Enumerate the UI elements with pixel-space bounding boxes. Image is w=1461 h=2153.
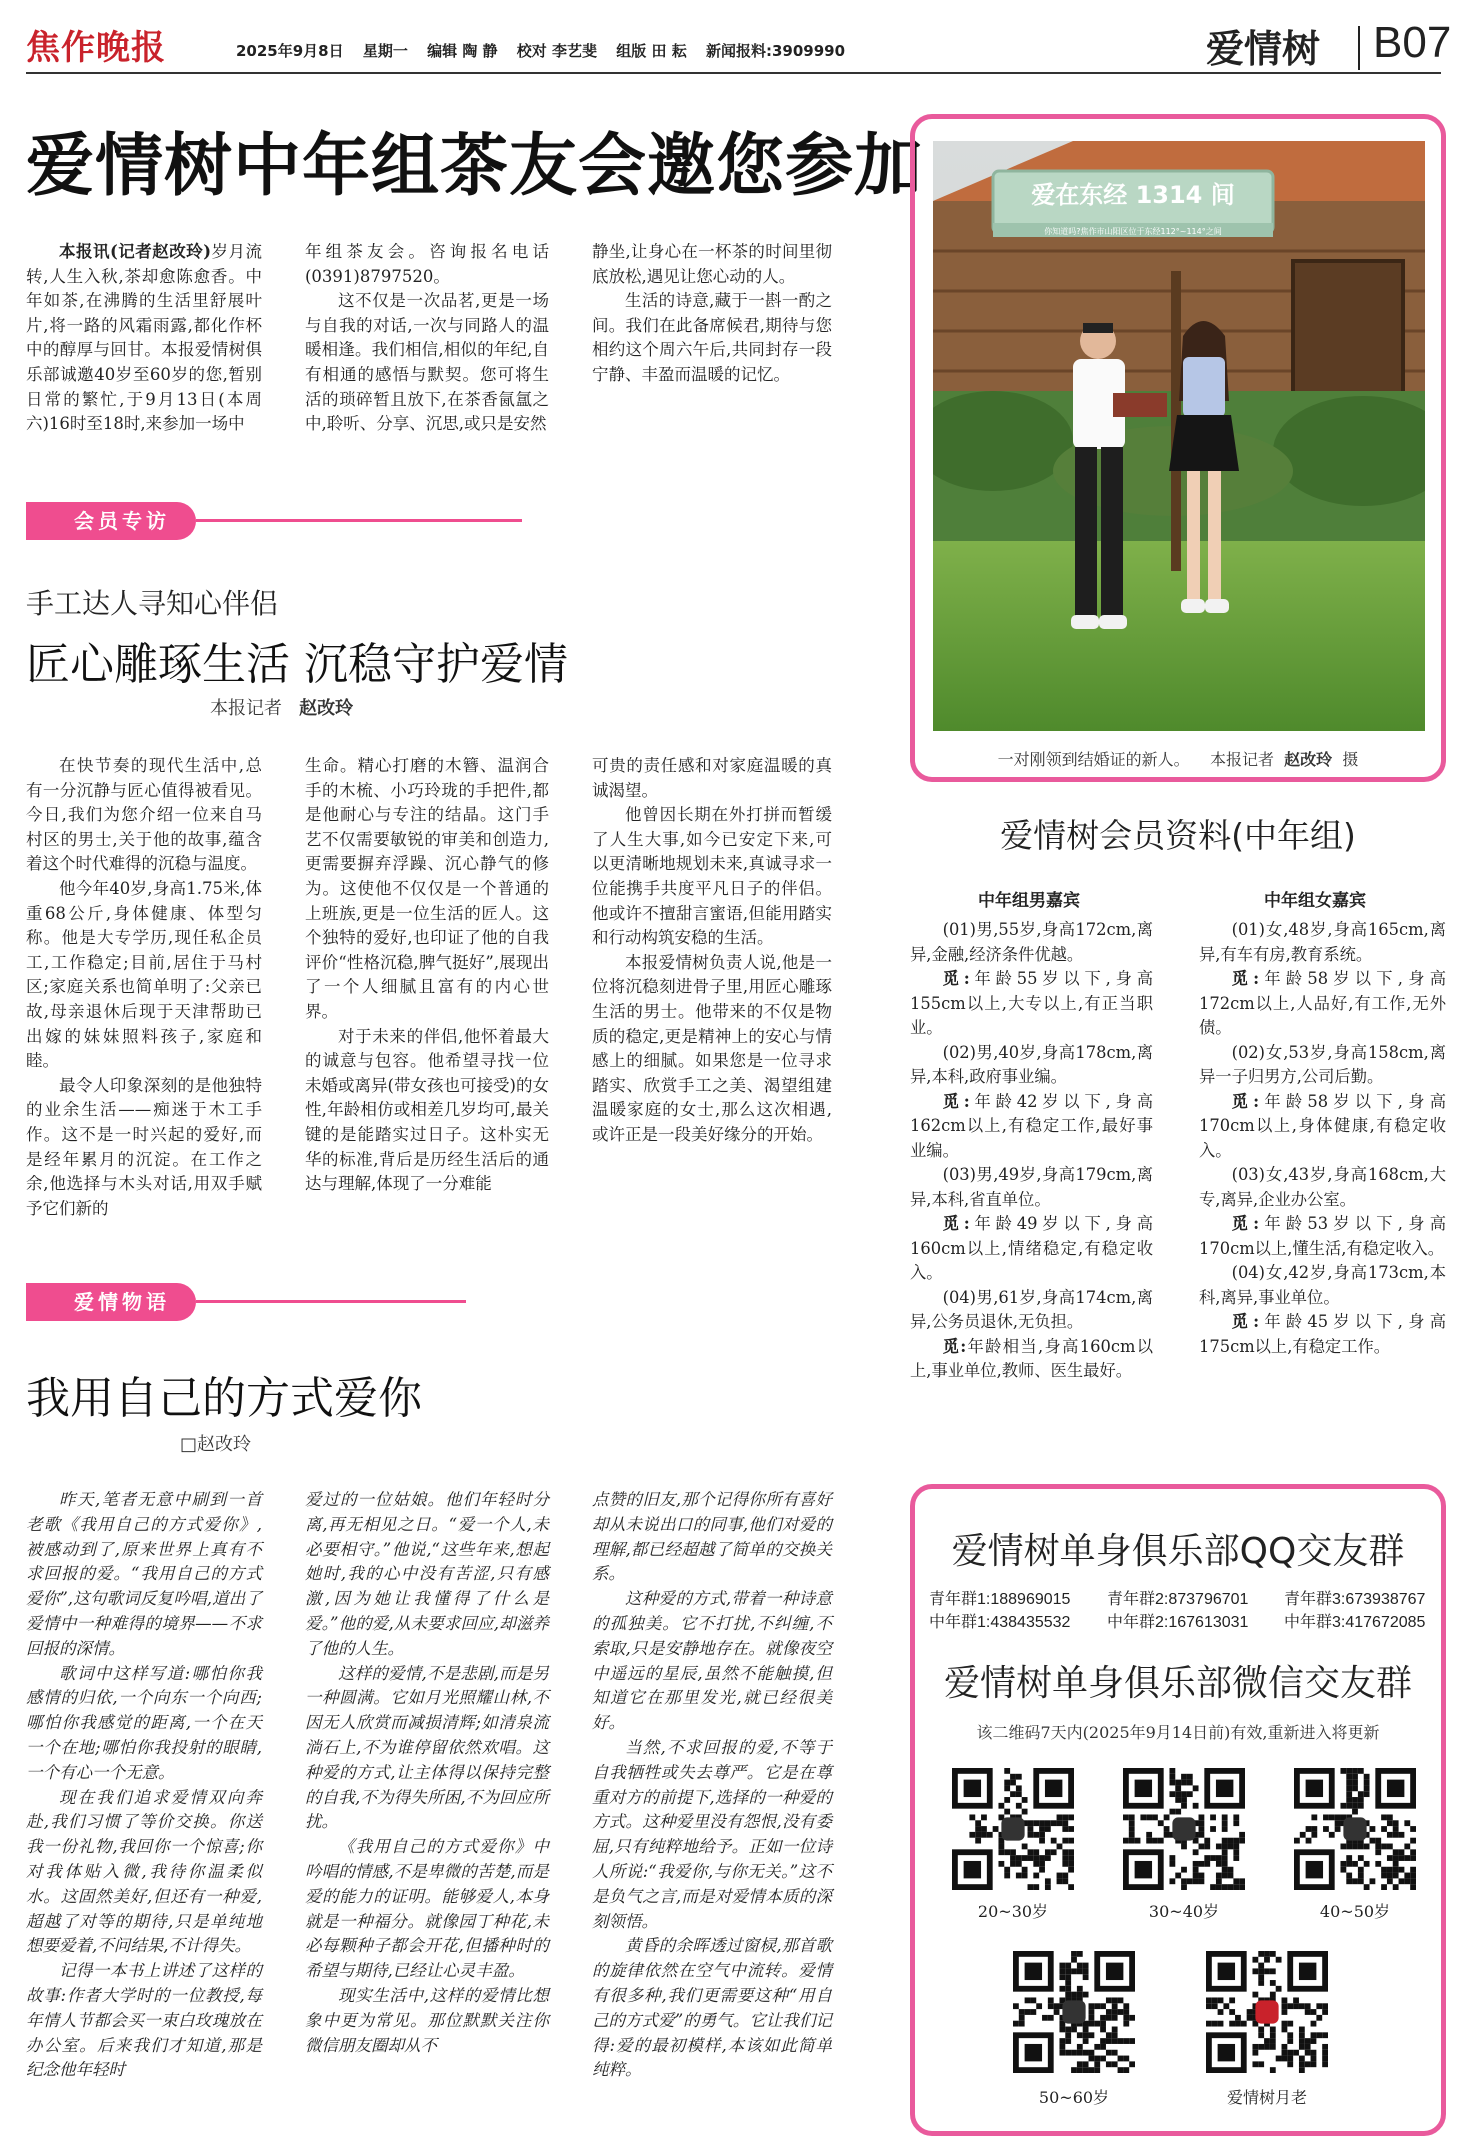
story2-paragraph: 他今年40岁,身高1.75米,体重68公斤,身体健康、体型匀称。他是大专学历,现任私企员工,工作稳定;目前,居住于马村区;家庭关系也简单明了:父亲已故,母亲退休后现于天津帮助已出嫁的妹妹照料孩子,家庭和睦。 [26, 878, 262, 1071]
couple-photo [933, 141, 1425, 731]
caption-text: 一对刚领到结婚证的新人。 [997, 750, 1190, 769]
qq-group-id[interactable]: 中年群3:417672085 [1284, 1614, 1426, 1631]
qq-group-id[interactable]: 青年群2:873796701 [1107, 1591, 1249, 1608]
story3-paragraph: 点赞的旧友,那个记得你所有喜好却从未说出口的同事,他们对爱的理解,都已经超越了简单的交换关系。 [592, 1490, 832, 1584]
qq-group-id[interactable]: 中年群1:438435532 [929, 1614, 1071, 1631]
qr-code-icon[interactable] [1206, 1951, 1328, 2073]
male-guests-heading: 中年组男嘉宾 [978, 891, 1080, 911]
qr-label: 40~50岁 [1319, 1902, 1391, 1921]
story1-column-3 [592, 240, 832, 388]
tag-rule [196, 1300, 466, 1303]
story3-paragraph: 这样的爱情,不是悲剧,而是另一种圆满。它如月光照耀山林,不因无人欣赏而减损清辉;如清泉流淌石上,不为谁停留依然欢唱。这种爱的方式,让主体得以保持完整的自我,不为得失所困,不为回应所扰。 [305, 1663, 549, 1832]
issue-layout: 组版 田 耘 [616, 42, 687, 60]
guest-seek [910, 1090, 1153, 1164]
section-tag-member-interview: 会员专访 [26, 502, 196, 540]
story3-paragraph: 现实生活中,这样的爱情比想象中更为常见。那位默默关注你微信朋友圈却从不 [305, 1985, 549, 2055]
seek-text: 年龄相当,身高160cm以上,事业单位,教师、医生最好。 [910, 1336, 1153, 1380]
club-groups-box [910, 1484, 1446, 2136]
page-header [26, 16, 1452, 72]
guest-seek [910, 967, 1153, 1041]
story3-column-3 [592, 1488, 832, 2083]
qr-code-icon[interactable] [1013, 1951, 1135, 2073]
story2-headline: 匠心雕琢生活 沉稳守护爱情 [26, 639, 568, 690]
story3-paragraph: 《我用自己的方式爱你》中吟唱的情感,不是卑微的苦楚,而是爱的能力的证明。能够爱人,本身就是一种福分。就像园丁种花,未必每颗种子都会开花,但播种时的希望与期待,已经让心灵丰盈。 [305, 1837, 549, 1981]
guest-info: (02)女,53岁,身高158cm,离异一子归男方,公司后勤。 [1199, 1042, 1446, 1086]
guest-info: (04)男,61岁,身高174cm,离异,公务员退休,无负担。 [910, 1287, 1153, 1331]
guest-seek [1199, 967, 1446, 1041]
story3-paragraph: 歌词中这样写道:哪怕你我感情的归依,一个向东一个向西;哪怕你我感觉的距离,一个在天一个在地;哪怕你我投射的眼睛,一个有心一个无意。 [26, 1663, 262, 1782]
qr-label: 爱情树月老 [1226, 2088, 1307, 2107]
female-guests-list [1199, 918, 1446, 1359]
qr-validity-note: 该二维码7天内(2025年9月14日前)有效,重新进入将更新 [976, 1723, 1380, 1742]
story2-column-3 [592, 754, 832, 1148]
main-headline: 爱情树中年组茶友会邀您参加 [26, 127, 924, 206]
story2-column-2 [305, 754, 549, 1197]
page-number: B07 [1373, 18, 1452, 67]
qr-label: 20~30岁 [977, 1902, 1049, 1921]
story2-kicker: 手工达人寻知心伴侣 [26, 587, 279, 620]
male-guests-list [910, 918, 1153, 1384]
story2-paragraph: 可贵的责任感和对家庭温暖的真诚渴望。 [592, 756, 832, 800]
byline-label: 本报记者 [210, 698, 282, 719]
story3-paragraph: 记得一本书上讲述了这样的故事:作者大学时的一位教授,每年情人节都会买一束白玫瑰放在办公室。后来我们才知道,那是纪念他年轻时 [26, 1961, 262, 2080]
seek-text: 年龄45岁以下,身高175cm以上,有稳定工作。 [1199, 1312, 1446, 1356]
story2-column-1 [26, 754, 262, 1221]
story3-paragraph: 现在我们追求爱情双向奔赴,我们习惯了等价交换。你送我一份礼物,我回你一个惊喜;你对我体贴入微,我待你温柔似水。这固然美好,但还有一种爱,超越了对等的期待,只是单纯地想要爱着,不问结果,不计得失。 [26, 1787, 262, 1956]
issue-editor: 编辑 陶 静 [427, 42, 498, 60]
seek-label: 觅: [942, 1336, 967, 1356]
couple-photo-illustration [933, 141, 1425, 731]
wechat-groups-title: 爱情树单身俱乐部微信交友群 [943, 1663, 1412, 1704]
qq-group-id[interactable]: 青年群1:188969015 [929, 1591, 1071, 1608]
story3-byline: □赵改玲 [180, 1434, 252, 1455]
header-rule [26, 72, 1441, 74]
issue-date: 2025年9月8日 [236, 42, 344, 60]
certificate [1113, 393, 1167, 417]
caption-credit-label: 本报记者 [1209, 750, 1274, 769]
female-guests-heading: 中年组女嘉宾 [1264, 891, 1366, 911]
story2-paragraph: 在快节奏的现代生活中,总有一分沉静与匠心值得被看见。今日,我们为您介绍一位来自马村区的男士,关于他的故事,蕴含着这个时代难得的沉稳与温度。 [26, 756, 262, 874]
issue-info [236, 40, 859, 61]
story2-paragraph: 最令人印象深刻的是他独特的业余生活——痴迷于木工手作。这不是一时兴起的爱好,而是经年累月的沉淀。在工作之余,他选择与木头对话,用双手赋予它们新的 [26, 1075, 262, 1218]
story1-paragraph: 生活的诗意,藏于一斟一酌之间。我们在此备席候君,期待与您相约这个周六午后,共同封存一段宁静、丰盈而温暖的记忆。 [592, 291, 832, 384]
issue-weekday: 星期一 [362, 42, 408, 60]
story1-lead: 本报讯(记者赵改玲) [59, 242, 212, 261]
caption-credit-suffix: 摄 [1342, 750, 1359, 769]
qq-groups-title: 爱情树单身俱乐部QQ交友群 [951, 1531, 1405, 1572]
story3-column-1 [26, 1488, 262, 2083]
seek-text: 年龄42岁以下,身高162cm以上,有稳定工作,最好事业编。 [910, 1091, 1153, 1160]
header-divider [1358, 26, 1360, 70]
sign-text: 爱在东经 1314 间 [1031, 181, 1235, 209]
seek-text: 年龄58岁以下,身高170cm以上,身体健康,有稳定收入。 [1199, 1091, 1446, 1160]
guest-seek [1199, 1310, 1446, 1359]
qr-label: 50~60岁 [1038, 2088, 1110, 2107]
qr-code-icon[interactable] [1294, 1768, 1416, 1890]
seek-label: 觅: [1231, 1312, 1260, 1331]
seek-label: 觅: [1231, 1091, 1260, 1111]
seek-label: 觅: [1231, 1214, 1260, 1233]
story2-paragraph: 他曾因长期在外打拼而暂缓了人生大事,如今已安定下来,可以更清晰地规划未来,真诚寻求一位能携手共度平凡日子的伴侣。他或许不擅甜言蜜语,但能用踏实和行动构筑安稳的生活。 [592, 805, 832, 948]
story3-paragraph: 当然,不求回报的爱,不等于自我牺牲或失去尊严。它是在尊重对方的前提下,选择的一种爱的方式。这种爱里没有怨恨,没有委屈,只有纯粹地给予。正如一位诗人所说:“我爱你,与你无关。”这不是负气之言,而是对爱情本质的深刻领悟。 [592, 1737, 832, 1931]
guest-seek [910, 1212, 1153, 1286]
section-tag-love-story: 爱情物语 [26, 1283, 196, 1321]
story3-paragraph: 这种爱的方式,带着一种诗意的孤独美。它不打扰,不纠缠,不索取,只是安静地存在。就像夜空中遥远的星辰,虽然不能触摸,但知道它在那里发光,就已经很美好。 [592, 1589, 832, 1733]
seek-text: 年龄53岁以下,身高170cm以上,懂生活,有稳定收入。 [1199, 1214, 1446, 1258]
guest-info: (04)女,42岁,身高173cm,本科,离异,事业单位。 [1199, 1263, 1446, 1307]
story1-paragraph: 这不仅是一次品茗,更是一场与自我的对话,一次与同路人的温暖相逢。我们相信,相似的年纪,自有相通的感悟与默契。您可将生活的琐碎暂且放下,在茶香氤氲之中,聆听、分享、沉思,或只是安然 [305, 291, 549, 434]
story1-paragraph: 静坐,让身心在一杯茶的时间里彻底放松,遇见让您心动的人。 [592, 242, 832, 286]
sign-subtext: 你知道吗?焦作市山阳区位于东经112°~114°之间 [1044, 227, 1222, 236]
seek-text: 年龄55岁以下,身高155cm以上,大专以上,有正当职业。 [910, 969, 1153, 1037]
qr-code-icon[interactable] [1123, 1768, 1245, 1890]
section-title: 爱情树 [1206, 27, 1321, 71]
story2-paragraph: 本报爱情树负责人说,他是一位将沉稳刻进骨子里,用匠心雕琢生活的男士。他带来的不仅是物质的稳定,更是精神上的安心与情感上的细腻。如果您是一位寻求踏实、欣赏手工之美、渴望组建温暖家庭的女士,那么这次相遇,或许正是一段美好缘分的开始。 [592, 952, 832, 1144]
seek-text: 年龄58岁以下,身高172cm以上,人品好,有工作,无外债。 [1199, 969, 1446, 1037]
guest-info: (02)男,40岁,身高178cm,离异,本科,政府事业编。 [910, 1042, 1153, 1086]
story3-paragraph: 黄昏的余晖透过窗棂,那首歌的旋律依然在空气中流转。爱情有很多种,我们更需要这种“用自己的方式爱”的勇气。它让我们记得:爱的最初模样,本该如此简单纯粹。 [592, 1936, 832, 2080]
seek-label: 觅: [942, 1091, 970, 1111]
photo-frame [910, 114, 1446, 782]
story3-headline: 我用自己的方式爱你 [26, 1373, 422, 1424]
seek-label: 觅: [942, 969, 970, 988]
story1-paragraph: 年组茶友会。咨询报名电话(0391)8797520。 [305, 242, 549, 286]
qq-group-id[interactable]: 中年群2:167613031 [1107, 1614, 1249, 1631]
story2-paragraph: 对于未来的伴侣,他怀着最大的诚意与包容。他希望寻找一位未婚或离异(带女孩也可接受)的女性,年龄相仿或相差几岁均可,最关键的是能踏实过日子。这朴实无华的标准,背后是历经生活后的通达与理解,体现了一分难能 [305, 1026, 549, 1194]
seek-text: 年龄49岁以下,身高160cm以上,情绪稳定,有稳定收入。 [910, 1214, 1153, 1282]
tag-rule [196, 519, 522, 522]
guest-seek [910, 1335, 1153, 1384]
story1-text: 岁月流转,人生入秋,茶却愈陈愈香。中年如茶,在沸腾的生活里舒展叶片,将一路的风霜雨露,都化作杯中的醇厚与回甘。本报爱情树俱乐部诚邀40岁至60岁的您,暂别日常的繁忙,于9月13日(本周六)16时至18时,来参加一场中 [26, 242, 263, 434]
guest-info: (03)女,43岁,身高168cm,大专,离异,企业办公室。 [1199, 1165, 1446, 1209]
news-hotline: 新闻报料:3909990 [705, 42, 846, 60]
story3-paragraph: 昨天,笔者无意中刷到一首老歌《我用自己的方式爱你》,被感动到了,原来世界上真有不求回报的爱。“我用自己的方式爱你”,这句歌词反复吟唱,道出了爱情中一种难得的境界——不求回报的深情。 [26, 1490, 262, 1658]
photo-caption [915, 747, 1441, 770]
guest-info: (01)女,48岁,身高165cm,离异,有车有房,教育系统。 [1199, 920, 1446, 964]
caption-credit-name: 赵改玲 [1284, 750, 1333, 769]
guest-seek [1199, 1090, 1446, 1164]
story2-paragraph: 生命。精心打磨的木簪、温润合手的木梳、小巧玲珑的手把件,都是他耐心与专注的结晶。这门手艺不仅需要敏锐的审美和创造力,更需要摒弃浮躁、沉心静气的修为。这使他不仅仅是一个普通的上班族,更是一位生活的匠人。这个独特的爱好,也印证了他的自我评价“性格沉稳,脾气挺好”,展现出了一个人细腻且富有的内心世界。 [305, 756, 549, 1021]
seek-label: 觅: [942, 1214, 970, 1233]
newspaper-logo: 焦作晚报 [26, 28, 166, 68]
qr-label: 30~40岁 [1148, 1902, 1220, 1921]
byline-name: 赵改玲 [299, 698, 354, 719]
issue-proofreader: 校对 李艺斐 [516, 42, 598, 60]
qr-code-icon[interactable] [952, 1768, 1074, 1890]
guest-info: (03)男,49岁,身高179cm,离异,本科,省直单位。 [910, 1165, 1153, 1209]
seek-label: 觅: [1231, 969, 1260, 988]
guest-info: (01)男,55岁,身高172cm,离异,金融,经济条件优越。 [910, 920, 1153, 964]
qq-group-id[interactable]: 青年群3:673938767 [1284, 1591, 1426, 1608]
story1-column-2 [305, 240, 549, 437]
guest-seek [1199, 1212, 1446, 1261]
story3-paragraph: 爱过的一位姑娘。他们年轻时分离,再无相见之日。“爱一个人,未必要相守。”他说,“这些年来,想起她时,我的心中没有苦涩,只有感激,因为她让我懂得了什么是爱。”他的爱,从未要求回应,却滋养了他的人生。 [305, 1490, 549, 1658]
story1-column-1 [26, 240, 262, 437]
members-title: 爱情树会员资料(中年组) [1000, 816, 1356, 855]
story3-column-2 [305, 1488, 549, 2058]
story2-byline [210, 694, 353, 720]
